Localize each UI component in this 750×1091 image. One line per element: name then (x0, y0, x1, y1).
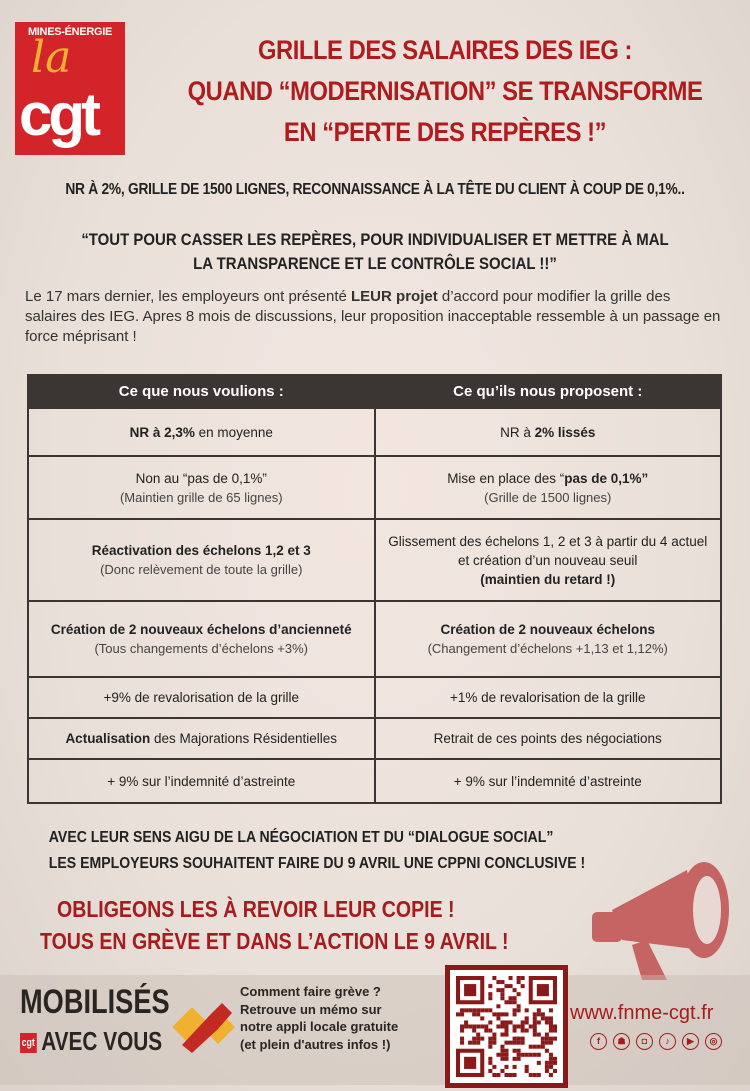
comparison-table (27, 374, 722, 804)
tiktok-icon[interactable]: ♪ (659, 1033, 676, 1050)
table-cell-left (28, 456, 375, 519)
camera-icon[interactable]: ◎ (705, 1033, 722, 1050)
cell-t: + 9% sur l’indemnité d’astreinte (107, 773, 296, 789)
table-row (28, 519, 721, 601)
avec-vous (20, 1026, 162, 1056)
cell-t: Non au “pas de 0,1%” (135, 470, 267, 486)
intro-bold: LEUR (351, 288, 392, 305)
cell-s: (Donc relèvement de toute la grille) (100, 562, 303, 577)
quote-line: “TOUT POUR CASSER LES REPÈRES, POUR INDIVIDUALISER ET METTRE À MAL (81, 230, 669, 249)
megaphone-icon (592, 840, 742, 980)
cgt-logo (15, 22, 125, 155)
website-link[interactable]: www.fnme-cgt.fr (570, 1002, 714, 1024)
table-row (28, 759, 721, 803)
table-cell-left (28, 408, 375, 456)
cell-b: Création de 2 nouveaux échelons (440, 622, 656, 637)
strike-info-line: notre appli locale gratuite (240, 1019, 399, 1034)
strike-info-line: Comment faire grève ? (240, 984, 381, 999)
facebook-icon[interactable]: f (590, 1033, 607, 1050)
table-cell-left (28, 519, 375, 601)
social-links (590, 1033, 722, 1050)
cta-line: LES EMPLOYEURS SOUHAITENT FAIRE DU 9 AVRIL UNE CPPNI CONCLUSIVE ! (48, 855, 586, 872)
cell-s: (Changement d’échelons +1,13 et 1,12%) (427, 641, 668, 656)
cta-text (40, 825, 630, 877)
cell-b2: pas de 0,1%” (564, 470, 649, 486)
strike-info-line: Retrouve un mémo sur (240, 1001, 382, 1017)
table-row (28, 601, 721, 677)
snapchat-icon[interactable]: ☗ (613, 1033, 630, 1050)
quote-line: LA TRANSPARENCE ET LE CONTRÔLE SOCIAL !!” (193, 254, 557, 273)
table-cell-right (375, 718, 722, 759)
qr-code[interactable] (445, 965, 568, 1088)
logo-la: la (31, 32, 72, 83)
fist-icon (170, 995, 240, 1055)
cell-t: NR à (500, 424, 535, 440)
cell-t: des Majorations Résidentielles (150, 731, 338, 746)
table-row (28, 456, 721, 519)
table-cell-left (28, 718, 375, 759)
table-cell-left (28, 677, 375, 718)
title-line: QUAND “MODERNISATION” SE TRANSFORME (187, 76, 703, 106)
cell-b: NR à 2,3% (129, 424, 195, 440)
subtitle: NR À 2%, GRILLE DE 1500 LIGNES, RECONNAISSANCE À LA TÊTE DU CLIENT À COUP DE 0,1%.. (65, 181, 685, 198)
cell-s: (Tous changements d’échelons +3%) (94, 641, 309, 656)
quote (71, 228, 678, 276)
cgt-mini-logo: cgt (20, 1033, 36, 1053)
cell-t: Mise en place des “ (447, 470, 565, 486)
table-cell-right (375, 677, 722, 718)
header-wanted: Ce que nous voulions : (28, 375, 375, 408)
cell-b: Création de 2 nouveaux échelons d’ancienneté (50, 622, 352, 637)
qr-code-pattern (456, 976, 557, 1077)
cell-t: +9% de revalorisation de la grille (103, 690, 299, 705)
cell-t: Glissement des échelons 1, 2 et 3 à partir du 4 actuel et création d’un nouveau seuil (388, 533, 708, 568)
cell-t: + 9% sur l’indemnité d’astreinte (453, 773, 642, 789)
table-cell-right (375, 408, 722, 456)
header-proposed: Ce qu’ils nous proposent : (375, 375, 722, 408)
intro-bold: projet (391, 288, 438, 305)
cell-b: Actualisation (65, 731, 151, 746)
intro-text: Le 17 mars dernier, les employeurs ont présenté (25, 288, 352, 305)
title-line: EN “PERTE DES REPÈRES !” (283, 117, 607, 147)
call-line: TOUS EN GRÈVE ET DANS L’ACTION LE 9 AVRIL ! (40, 928, 509, 954)
cell-t: en moyenne (194, 424, 273, 440)
table-cell-left (28, 601, 375, 677)
table-row (28, 677, 721, 718)
table-cell-right (375, 759, 722, 803)
mobilises-title: MOBILISÉS (20, 983, 170, 1021)
cta-line: AVEC LEUR SENS AIGU DE LA NÉGOCIATION ET DU “DIALOGUE SOCIAL” (48, 829, 554, 846)
logo-org: MINES-ÉNERGIE (27, 26, 113, 38)
page-title (185, 30, 704, 153)
cell-t: Retrait de ces points des négociations (433, 731, 662, 746)
intro-text: d’accord pour modifier la grille des salaires des IEG. Apres 8 mois de discussions, leur proposition inacceptable ressemble à un passage en force méprisant ! (25, 288, 721, 345)
call-to-action (40, 893, 509, 957)
cell-s: (Maintien grille de 65 lignes) (119, 489, 283, 505)
table-row (28, 718, 721, 759)
table-row (28, 408, 721, 456)
title-line: GRILLE DES SALAIRES DES IEG : (257, 35, 633, 65)
instagram-icon[interactable]: ◘ (636, 1033, 653, 1050)
youtube-icon[interactable]: ▶ (682, 1033, 699, 1050)
cell-s: (Grille de 1500 lignes) (484, 489, 612, 505)
table-cell-right (375, 456, 722, 519)
intro-paragraph (25, 287, 725, 347)
strike-info (240, 983, 440, 1053)
table-cell-left (28, 759, 375, 803)
cell-b2: 2% lissés (534, 424, 596, 440)
cell-b2: (maintien du retard !) (480, 571, 616, 587)
cell-t: +1% de revalorisation de la grille (450, 690, 646, 705)
table-cell-right (375, 601, 722, 677)
table-cell-right (375, 519, 722, 601)
call-line: OBLIGEONS LES À REVOIR LEUR COPIE ! (57, 896, 455, 922)
strike-info-line: (et plein d'autres infos !) (240, 1036, 391, 1052)
logo-cgt: cgt (19, 81, 97, 148)
avec-vous-text: AVEC VOUS (41, 1026, 163, 1056)
cell-b: Réactivation des échelons 1,2 et 3 (91, 543, 311, 558)
